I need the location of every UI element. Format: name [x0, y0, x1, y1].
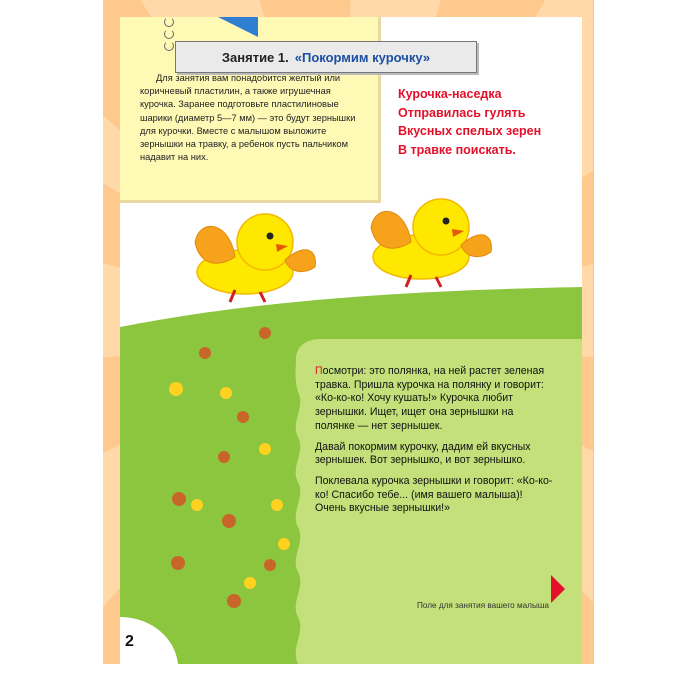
- notebook-spiral: [164, 29, 174, 39]
- poem-line: Вкусных спелых зерен: [398, 124, 542, 138]
- seed-ball: [199, 347, 211, 359]
- seed-ball: [264, 559, 276, 571]
- story-paragraph-1-text: осмотри: это полянка, на ней растет зеленая травка. Пришла курочка на полянку и говорит: «Ко-ко-ко! Хочу кушать!» Курочка любит зернышки. Ищет, ищет она зернышки на полянке — нет зернышек.: [315, 365, 545, 432]
- blue-tab: [218, 17, 268, 39]
- seed-ball: [191, 499, 203, 511]
- poem-line: В травке поискать.: [398, 142, 516, 157]
- notebook-spiral: [164, 17, 174, 27]
- story-first-letter: П: [315, 365, 323, 377]
- seed-ball: [278, 538, 290, 550]
- seed-ball: [220, 387, 232, 399]
- seed-ball: [222, 514, 236, 528]
- seed-ball: [259, 327, 271, 339]
- activity-field-label: Поле для занятия вашего малыша: [417, 601, 549, 610]
- seed-ball: [172, 492, 186, 506]
- poem-line: Отправилась гулять: [398, 105, 526, 120]
- seed-ball: [259, 443, 271, 455]
- lesson-number: Занятие 1.: [221, 49, 289, 65]
- story-paragraph-1: [315, 365, 555, 434]
- seed-ball: [171, 556, 185, 570]
- chick-illustration: [195, 214, 315, 302]
- story-paragraph-3: Поклевала курочка зернышки и говорит: «Ко-ко-ко! Спасибо тебе... (имя вашего малыша)! Очень вкусные зернышки!»: [315, 474, 553, 515]
- chick-illustration: [371, 199, 491, 287]
- page-number: 2: [125, 633, 134, 650]
- seed-ball: [169, 382, 183, 396]
- lesson-title: «Покормим курочку»: [294, 49, 431, 65]
- seed-ball: [237, 411, 249, 423]
- workbook-page: [103, 0, 594, 664]
- poem: [398, 85, 541, 159]
- main-panel: [120, 17, 582, 664]
- intro-text: Для занятия вам понадобится желтый или коричневый пластилин, а также игрушечная курочка. Заранее подготовьте пластилиновые шарики (диаметр 5—7 мм) — это будут зернышки для курочки. Вместе с малышом выложите зернышки на травку, а ребенок пусть пальчиком надавит на них.: [140, 73, 356, 163]
- story-text: [315, 365, 555, 523]
- seed-ball: [227, 594, 241, 608]
- lesson-title-bar: [175, 41, 477, 73]
- poem-line: Курочка-наседка: [398, 87, 502, 101]
- story-paragraph-2: Давай покормим курочку, дадим ей вкусных зернышек. Вот зернышко, и вот зернышко.: [315, 440, 531, 467]
- seed-ball: [244, 577, 256, 589]
- notebook-spiral: [164, 41, 174, 51]
- seed-ball: [218, 451, 230, 463]
- seed-ball: [271, 499, 283, 511]
